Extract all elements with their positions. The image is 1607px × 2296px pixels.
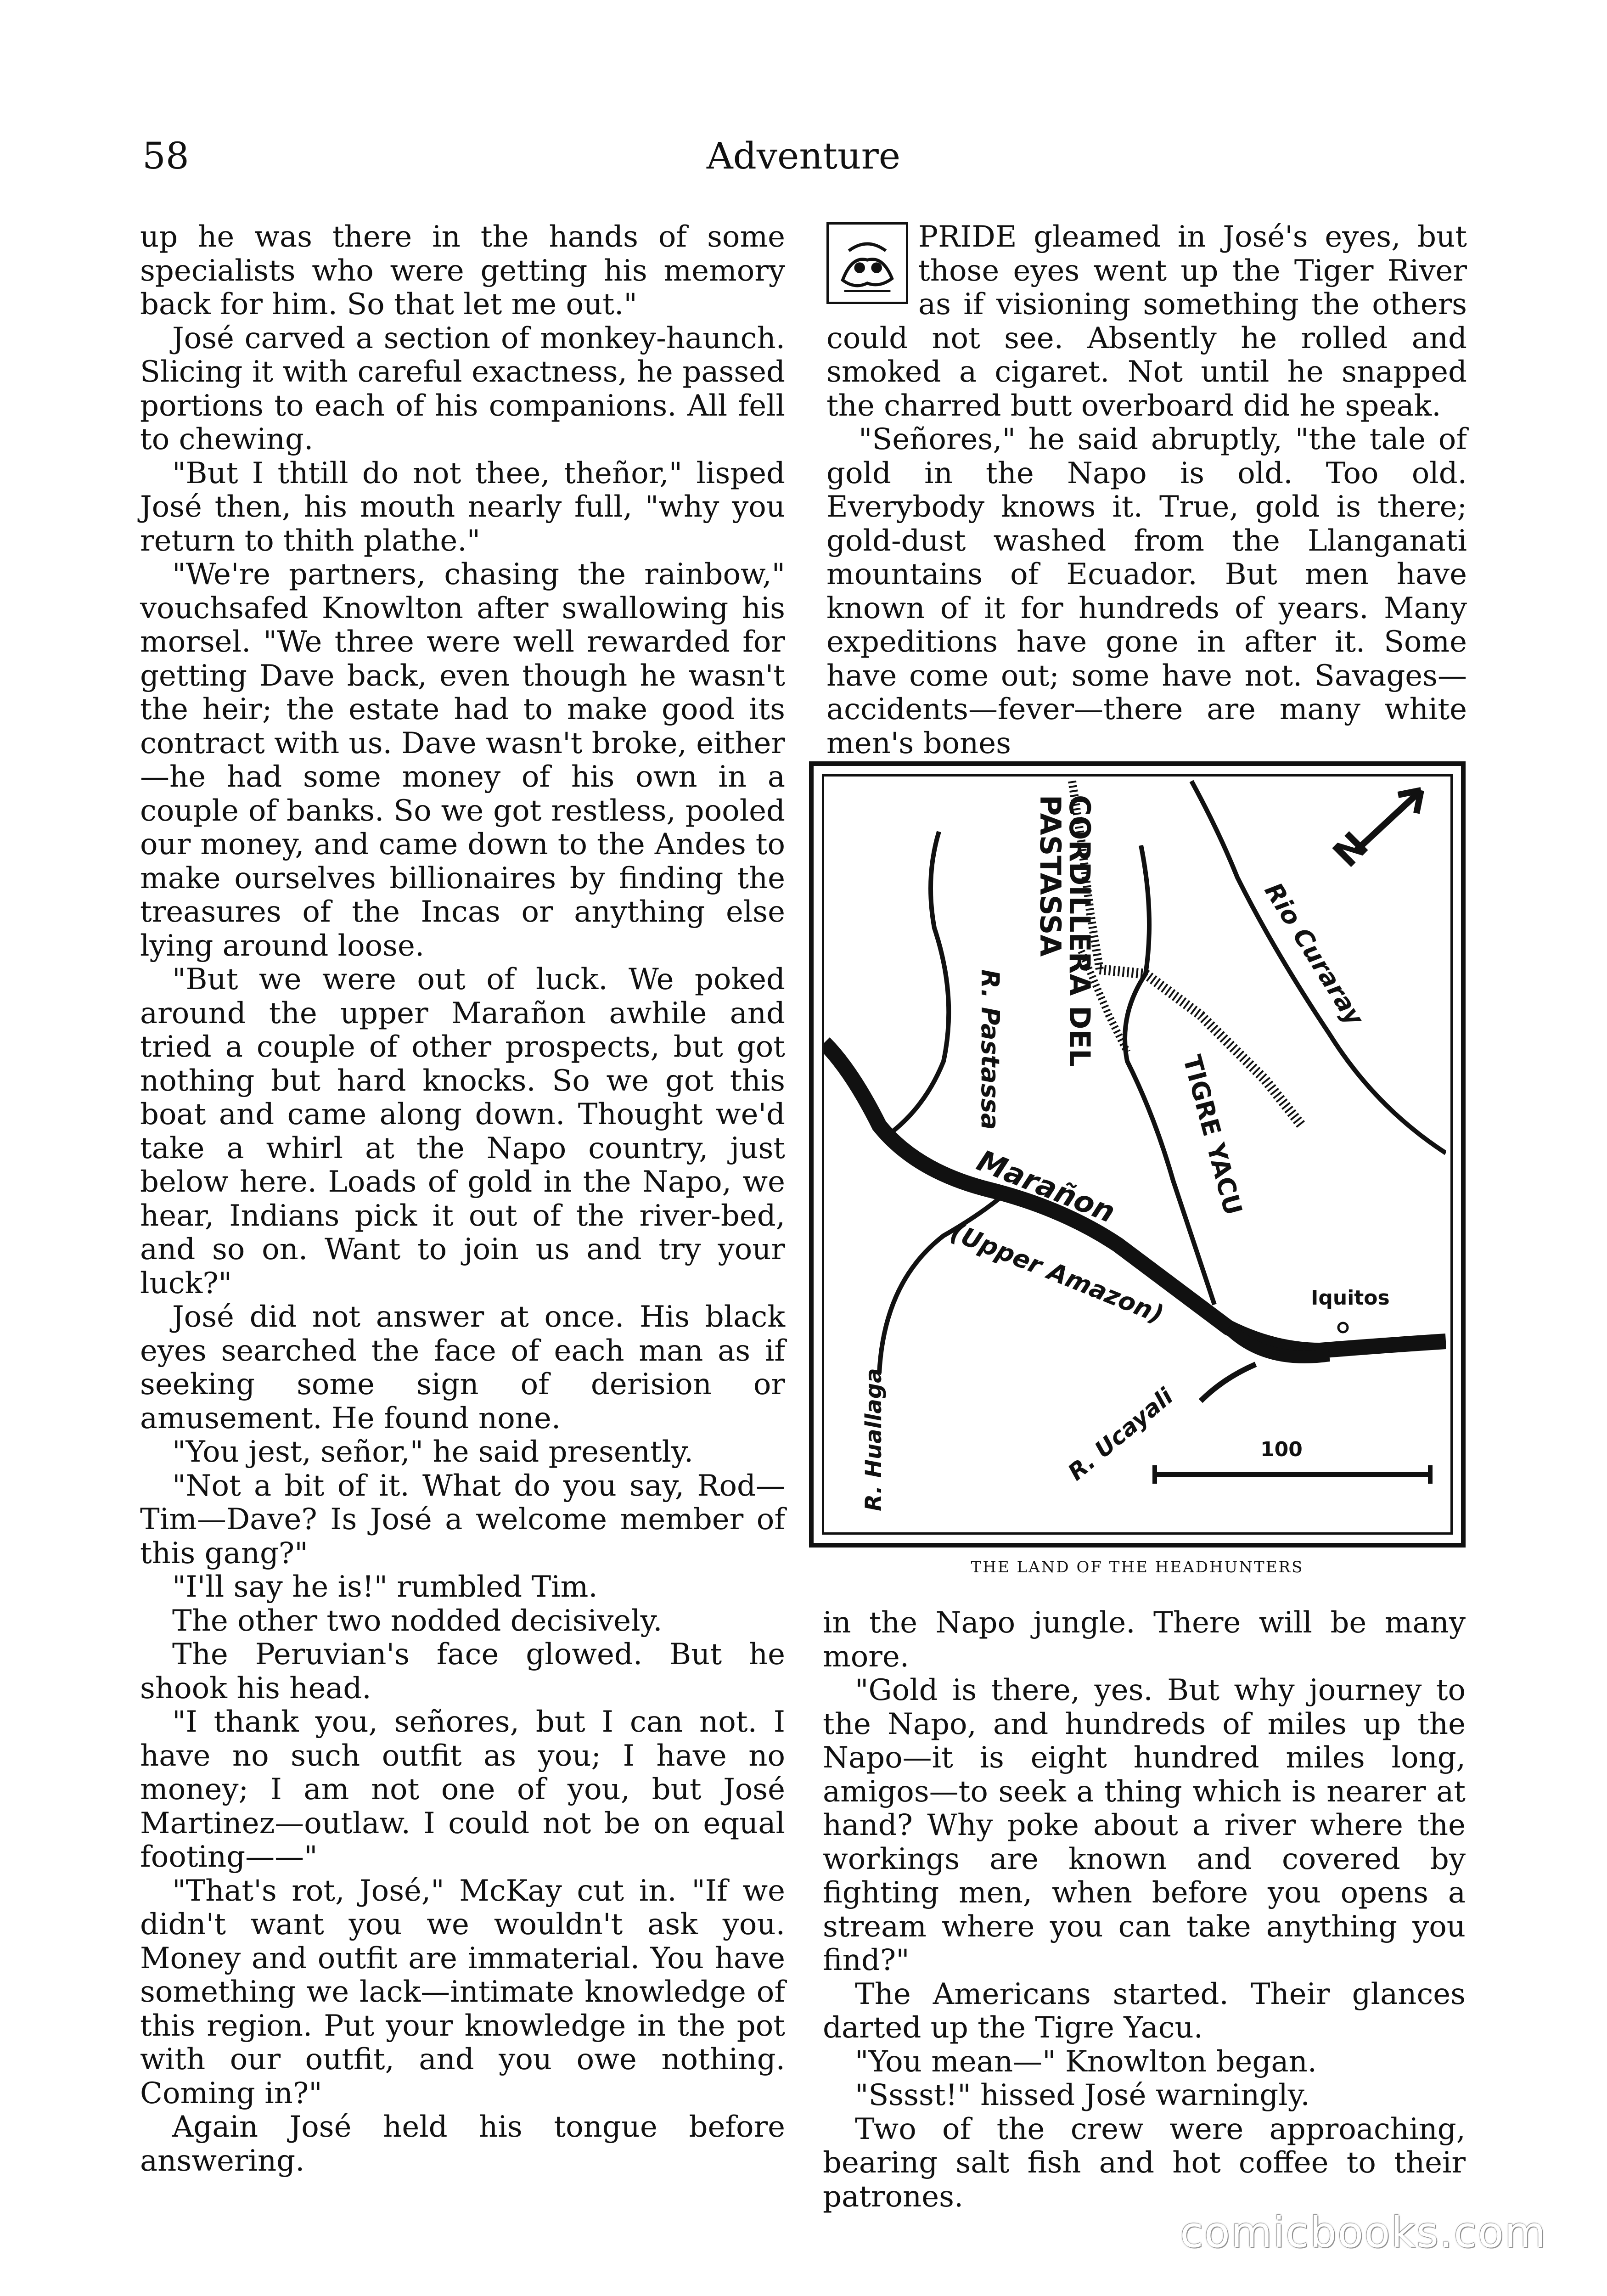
drop-cap-illustration-icon bbox=[826, 222, 908, 304]
right-column-bottom bbox=[823, 1606, 1466, 2214]
left-column bbox=[140, 220, 785, 2178]
ucayali-river bbox=[1201, 1364, 1256, 1401]
right-column-top bbox=[826, 220, 1467, 760]
scale-label: 100 bbox=[1260, 1438, 1303, 1461]
curaray-label: Rio Curaray bbox=[1259, 878, 1370, 1031]
maranon-label: Marañon bbox=[972, 1144, 1120, 1230]
huallaga-label: R. Huallaga bbox=[861, 1368, 887, 1511]
north-label: N bbox=[1325, 823, 1377, 876]
paragraph: José did not answer at once. His black eyes searched the face of each man as if seeking some sign of derision or amusement. He found none. bbox=[140, 1300, 785, 1435]
paragraph: The other two nodded decisively. bbox=[172, 1604, 663, 1638]
paragraph: "Not a bit of it. What do you say, Rod—Tim—Dave? Is José a welcome member of this gang?" bbox=[140, 1469, 785, 1570]
cordillera-label: CORDILLERA DEL PASTASSA bbox=[1034, 795, 1096, 1067]
iquitos-label: Iquitos bbox=[1311, 1286, 1390, 1310]
map-caption: THE LAND OF THE HEADHUNTERS bbox=[971, 1558, 1304, 1576]
tigre-label: TIGRE YACU bbox=[1177, 1052, 1248, 1218]
north-arrow-icon bbox=[1357, 790, 1421, 850]
scale-bar bbox=[1155, 1465, 1430, 1484]
iquitos-marker-icon bbox=[1338, 1323, 1348, 1332]
pastassa-label: R. Pastassa bbox=[976, 969, 1005, 1130]
paragraph: "That's rot, José," McKay cut in. "If we didn't want you we wouldn't ask you. Money and outfit are immaterial. You have something we lack—intimate knowledge of this region. Put your knowledge in the pot with our outfit, and you owe nothing. Coming in?" bbox=[140, 1874, 785, 2110]
map-area bbox=[822, 774, 1453, 1535]
paragraph: Two of the crew were approaching, bearing salt fish and hot coffee to their patrones. bbox=[823, 2112, 1466, 2214]
paragraph: "But we were out of luck. We poked around the upper Marañon awhile and tried a couple of other prospects, but got nothing but hard knocks. So we got this boat and came along down. Thought we'd take a whirl at the Napo country, just below here. Loads of gold in the Napo, we hear, Indians pick it out of the river-bed, and so on. Want to join us and try your luck?" bbox=[140, 962, 785, 1300]
paragraph: Again José held his tongue before answering. bbox=[140, 2110, 785, 2178]
watermark: comicbooks.com bbox=[1180, 2208, 1547, 2257]
huallaga-river bbox=[879, 1199, 999, 1373]
running-title: Adventure bbox=[706, 135, 901, 177]
paragraph: "Gold is there, yes. But why journey to the Napo, and hundreds of miles up the Napo—it is eight hundred miles long, amigos—to seek a thing which is nearer at hand? Why poke about a river where the workings are known and covered by fighting men, when before you opens a stream where you can take anything you find?" bbox=[823, 1673, 1466, 1977]
map-figure bbox=[809, 761, 1466, 1548]
upper-amazon-label: (Upper Amazon) bbox=[946, 1217, 1168, 1329]
paragraph: "We're partners, chasing the rainbow," vouchsafed Knowlton after swallowing his morsel. "We three were well rewarded for getting Dave back, even though he wasn't the heir; the estate had to make good its contract with us. Dave wasn't broke, either—he had some money of his own in a couple of banks. So we got restless, pooled our money, and came down to the Andes to make ourselves billionaires by finding the treasures of the Incas or anything else lying around loose. bbox=[140, 557, 785, 963]
paragraph: "I thank you, señores, but I can not. I have no such outfit as you; I have no money; I am not one of you, but José Martinez—outlaw. I could not be on equal footing——" bbox=[140, 1705, 785, 1874]
ucayali-label: R. Ucayali bbox=[1063, 1383, 1178, 1486]
paragraph: "Señores," he said abruptly, "the tale of gold in the Napo is old. Too old. Everybody knows it. True, gold is there; gold-dust washed from the Llanganati mountains of Ecuador. But men have known of it for hundreds of years. Many expeditions have gone in after it. Some have come out; some have not. Savages—accidents—fever—there are many white men's bones bbox=[826, 422, 1467, 760]
paragraph: The Americans started. Their glances darted up the Tigre Yacu. bbox=[823, 1977, 1466, 2045]
paragraph: PRIDE gleamed in José's eyes, but those eyes went up the Tiger River as if visioning something the others could not see. Absently he rolled and smoked a cigaret. Not until he snapped the charred butt overboard did he speak. bbox=[826, 220, 1467, 423]
paragraph: "You mean—" Knowlton began. bbox=[855, 2044, 1317, 2079]
paragraph: "I'll say he is!" rumbled Tim. bbox=[172, 1570, 598, 1604]
paragraph: The Peruvian's face glowed. But he shook his head. bbox=[140, 1638, 785, 1705]
pastassa-river bbox=[888, 832, 949, 1135]
paragraph: "But I thtill do not thee, theñor," lisped José then, his mouth nearly full, "why you return to thith plathe." bbox=[140, 456, 785, 558]
paragraph: "Sssst!" hissed José warningly. bbox=[855, 2078, 1310, 2112]
paragraph: José carved a section of monkey-haunch. Slicing it with careful exactness, he passed portions to each of his companions. All fell to chewing. bbox=[140, 321, 785, 456]
page-number: 58 bbox=[142, 135, 189, 177]
paragraph: "You jest, señor," he said presently. bbox=[172, 1435, 694, 1469]
paragraph: in the Napo jungle. There will be many more. bbox=[823, 1606, 1466, 1674]
paragraph: up he was there in the hands of some specialists who were getting his memory back for him. So that let me out." bbox=[140, 220, 785, 321]
